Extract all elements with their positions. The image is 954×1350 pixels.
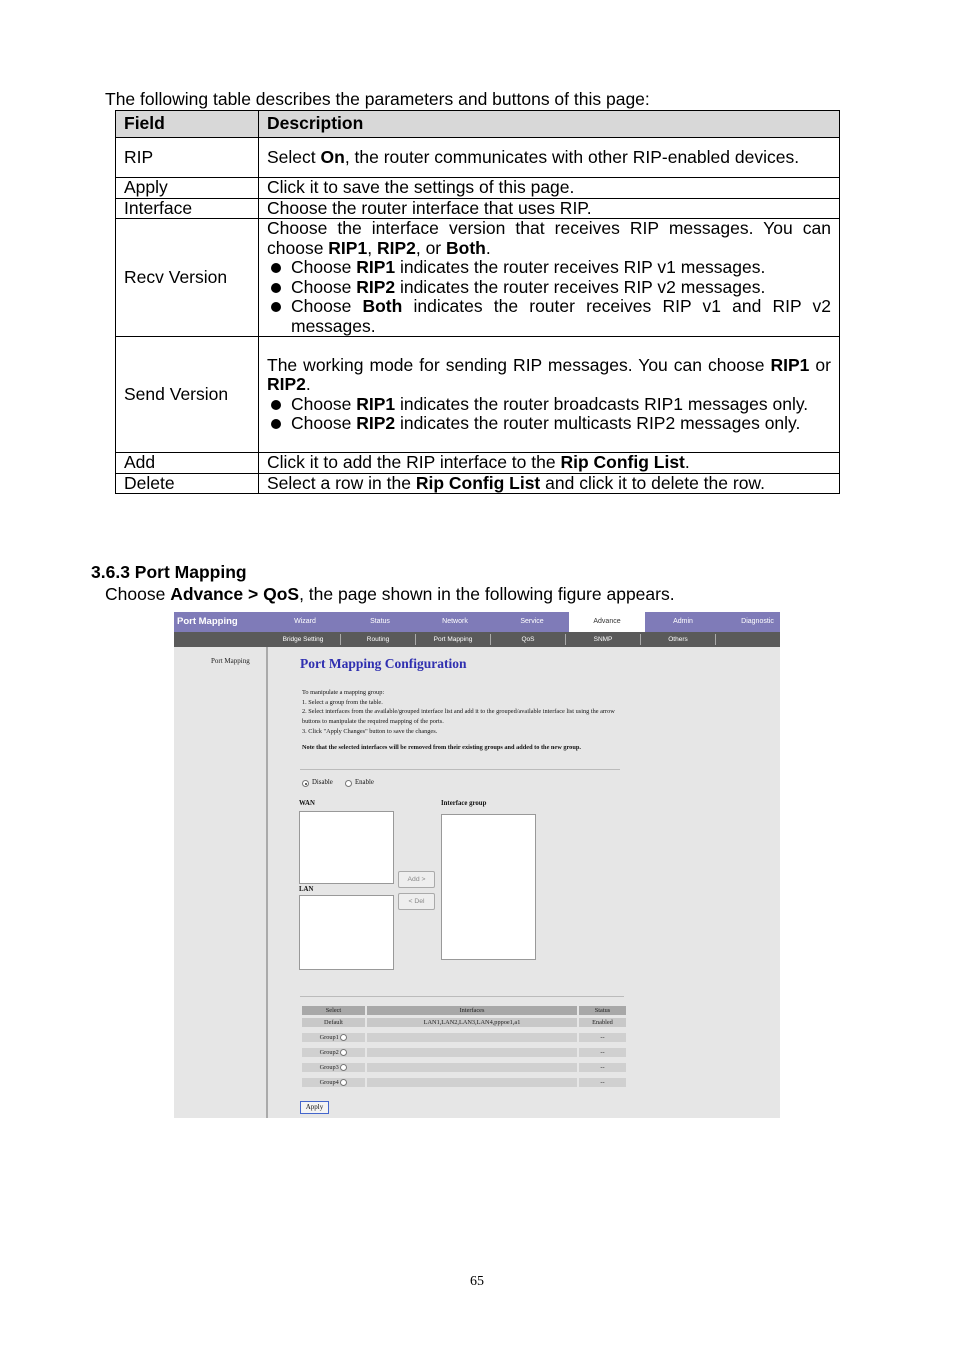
table-header-row <box>116 111 840 138</box>
table-row-add <box>116 453 840 474</box>
table-row-send-version <box>116 337 840 453</box>
submenu-snmp[interactable]: SNMP <box>566 634 641 645</box>
sidebar-item-port-mapping[interactable]: Port Mapping <box>211 657 250 665</box>
table-row-interfaces <box>367 1063 577 1072</box>
wan-interface-list[interactable] <box>299 811 394 884</box>
table-row-select: Group3 <box>302 1063 365 1072</box>
menu-admin[interactable]: Admin <box>673 618 693 625</box>
bullet-icon <box>267 258 291 278</box>
col-header-status: Status <box>579 1006 626 1015</box>
group1-radio[interactable] <box>340 1034 347 1041</box>
table-row-interfaces <box>367 1078 577 1087</box>
table-row-status: Enabled <box>579 1018 626 1027</box>
field-cell: Delete <box>116 473 259 494</box>
table-row-rip <box>116 138 840 178</box>
submenu-others[interactable]: Others <box>641 634 716 645</box>
description-cell: Choose the router interface that uses RIP. <box>259 198 840 219</box>
group4-radio[interactable] <box>340 1079 347 1086</box>
divider <box>300 996 624 997</box>
col-header-select: Select <box>302 1006 365 1015</box>
field-cell: Apply <box>116 178 259 199</box>
table-row-interfaces <box>367 1048 577 1057</box>
disable-label: Disable <box>312 779 333 786</box>
group2-radio[interactable] <box>340 1049 347 1056</box>
app-title: Port Mapping <box>177 616 238 627</box>
table-row-status: -- <box>579 1063 626 1072</box>
interface-group-list[interactable] <box>441 814 536 960</box>
submenu-bridge-setting[interactable]: Bridge Setting <box>266 634 341 645</box>
menu-wizard[interactable]: Wizard <box>294 618 316 625</box>
menu-diagnostic[interactable]: Diagnostic <box>741 618 774 625</box>
submenu-qos[interactable]: QoS <box>491 634 566 645</box>
menu-status[interactable]: Status <box>370 618 390 625</box>
col-header-interfaces: Interfaces <box>367 1006 577 1015</box>
sidebar <box>174 647 268 1118</box>
bullet-item: Choose RIP2 indicates the router multicasts RIP2 messages only. <box>267 414 831 434</box>
menu-advance[interactable]: Advance <box>569 612 645 632</box>
table-row-select: Group1 <box>302 1033 365 1042</box>
choose-text: Choose Advance > QoS, the page shown in the following figure appears. <box>105 584 675 604</box>
wan-label: WAN <box>299 800 315 807</box>
field-cell: Add <box>116 453 259 474</box>
add-button[interactable]: Add > <box>398 871 435 888</box>
bullet-item: Choose RIP1 indicates the router broadcasts RIP1 messages only. <box>267 395 831 415</box>
bullet-icon <box>267 414 291 434</box>
table-row-select: Default <box>302 1018 365 1027</box>
table-row-interface <box>116 198 840 219</box>
port-mapping-screenshot <box>174 612 780 1118</box>
table-row-interfaces <box>367 1033 577 1042</box>
submenu-routing[interactable]: Routing <box>341 634 416 645</box>
instructions: To manipulate a mapping group: 1. Select a group from the table. 2. Select interfaces from the available/grouped interface list and add it to the grouped/available interface list using the arrow buttons to manipulate the required mapping of the ports. 3. Click "Apply Changes" button to save the changes. <box>302 689 615 735</box>
enable-radio[interactable] <box>345 780 352 787</box>
interface-group-label: Interface group <box>441 800 487 807</box>
table-row-recv-version <box>116 219 840 337</box>
table-row-interfaces: LAN1,LAN2,LAN3,LAN4,pppoe1,a1 <box>367 1018 577 1027</box>
table-row-status: -- <box>579 1078 626 1087</box>
page-number: 65 <box>470 1274 484 1289</box>
disable-radio[interactable] <box>302 780 309 787</box>
lan-interface-list[interactable] <box>299 895 394 970</box>
description-cell: Select a row in the Rip Config List and click it to delete the row. <box>259 473 840 494</box>
description-cell: Click it to add the RIP interface to the Rip Config List. <box>259 453 840 474</box>
lan-label: LAN <box>299 886 314 893</box>
page-title: Port Mapping Configuration <box>300 656 467 671</box>
bullet-item: Choose Both indicates the router receives RIP v1 and RIP v2 messages. <box>267 297 831 336</box>
field-cell: Send Version <box>116 337 259 453</box>
header-field: Field <box>116 111 259 138</box>
header-description: Description <box>259 111 840 138</box>
intro-text: The following table describes the parameters and buttons of this page: <box>105 89 650 109</box>
field-cell: Recv Version <box>116 219 259 337</box>
note-text: Note that the selected interfaces will be removed from their existing groups and added to the new group. <box>302 744 581 751</box>
table-row-apply <box>116 178 840 199</box>
apply-button[interactable]: Apply <box>300 1101 329 1114</box>
menu-service[interactable]: Service <box>520 618 544 625</box>
field-cell: RIP <box>116 138 259 178</box>
parameter-table <box>115 110 840 494</box>
enable-label: Enable <box>355 779 374 786</box>
divider <box>300 769 620 770</box>
description-cell: Click it to save the settings of this page. <box>259 178 840 199</box>
submenu-port-mapping[interactable]: Port Mapping <box>416 634 491 645</box>
table-row-status: -- <box>579 1048 626 1057</box>
top-menu-bar <box>174 612 780 632</box>
bullet-item: Choose RIP2 indicates the router receives RIP v2 messages. <box>267 278 831 298</box>
table-row-select: Group4 <box>302 1078 365 1087</box>
sub-menu-bar <box>174 632 780 647</box>
description-cell: The working mode for sending RIP messages. You can choose RIP1 or RIP2. Choose RIP1 indicates the router broadcasts RIP1 messages only. Choose RIP2 indicates the router multicasts RIP2 messages only. <box>259 337 840 453</box>
del-button[interactable]: < Del <box>398 893 435 910</box>
table-row-status: -- <box>579 1033 626 1042</box>
description-cell: Choose the interface version that receives RIP messages. You can choose RIP1, RIP2, or Both. Choose RIP1 indicates the router receives RIP v1 messages. Choose RIP2 indicates the router receives RIP v2 messages. Choose Both indicates the router receives RIP v1 and RIP v2 messages. <box>259 219 840 337</box>
description-cell: Select On, the router communicates with other RIP-enabled devices. <box>259 138 840 178</box>
table-row-select: Group2 <box>302 1048 365 1057</box>
group3-radio[interactable] <box>340 1064 347 1071</box>
section-title: 3.6.3 Port Mapping <box>91 562 247 582</box>
table-row-delete <box>116 473 840 494</box>
menu-network[interactable]: Network <box>442 618 468 625</box>
field-cell: Interface <box>116 198 259 219</box>
bullet-icon <box>267 278 291 298</box>
bullet-item: Choose RIP1 indicates the router receives RIP v1 messages. <box>267 258 831 278</box>
bullet-icon <box>267 297 291 336</box>
bullet-icon <box>267 395 291 415</box>
